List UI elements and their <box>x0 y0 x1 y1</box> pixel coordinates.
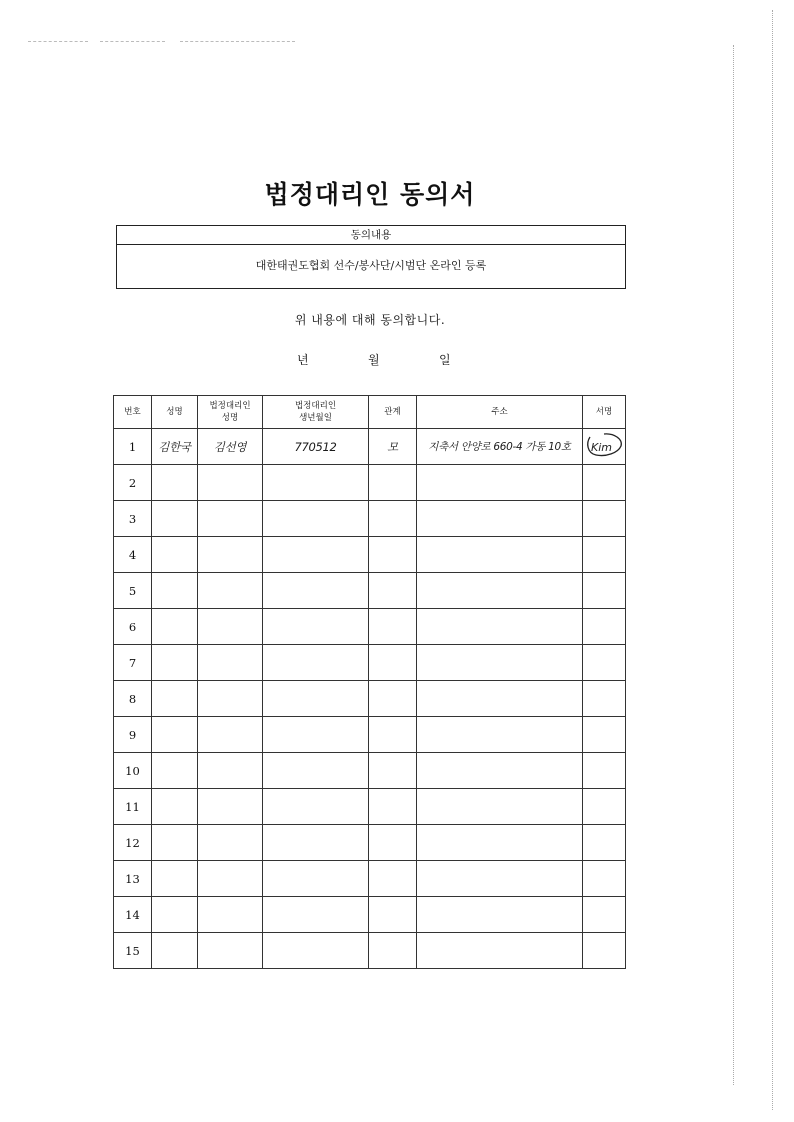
cell-relation <box>369 897 417 933</box>
cell-relation <box>369 537 417 573</box>
header-relation: 관계 <box>369 396 417 429</box>
cell-signature <box>583 717 626 753</box>
cell-signature <box>583 501 626 537</box>
cell-relation <box>369 465 417 501</box>
date-year-label: 년 <box>297 353 309 367</box>
cell-address <box>417 681 583 717</box>
cell-number: 6 <box>114 609 152 645</box>
cell-guardian-birth <box>263 573 369 609</box>
header-name: 성명 <box>152 396 198 429</box>
cell-relation <box>369 501 417 537</box>
cell-relation <box>369 789 417 825</box>
cell-address <box>417 861 583 897</box>
scan-artifact-top-left <box>28 41 88 42</box>
header-guardian-name-line1: 법정대리인 <box>209 401 251 411</box>
cell-address <box>417 897 583 933</box>
cell-guardian-name <box>198 681 263 717</box>
cell-guardian-birth <box>263 645 369 681</box>
cell-signature <box>583 897 626 933</box>
cell-signature <box>583 429 626 465</box>
cell-signature <box>583 465 626 501</box>
cell-number: 15 <box>114 933 152 969</box>
cell-name <box>152 609 198 645</box>
table-row <box>114 789 626 825</box>
cell-guardian-name <box>198 825 263 861</box>
cell-signature <box>583 825 626 861</box>
table-row <box>114 429 626 465</box>
header-address: 주소 <box>417 396 583 429</box>
cell-address <box>417 537 583 573</box>
cell-guardian-name <box>198 789 263 825</box>
cell-number: 12 <box>114 825 152 861</box>
guardian-table <box>113 395 626 969</box>
header-guardian-name-line2: 성명 <box>221 413 239 423</box>
cell-guardian-name <box>198 609 263 645</box>
consent-header: 동의내용 <box>117 226 625 245</box>
cell-guardian-name <box>198 933 263 969</box>
cell-relation <box>369 645 417 681</box>
table-row <box>114 717 626 753</box>
cell-relation <box>369 681 417 717</box>
cell-relation <box>369 933 417 969</box>
cell-name <box>152 753 198 789</box>
cell-guardian-birth <box>263 825 369 861</box>
cell-guardian-birth <box>263 861 369 897</box>
cell-number: 8 <box>114 681 152 717</box>
cell-number: 2 <box>114 465 152 501</box>
cell-address <box>417 465 583 501</box>
cell-guardian-name <box>198 573 263 609</box>
cell-name <box>152 573 198 609</box>
table-row <box>114 609 626 645</box>
cell-signature <box>583 573 626 609</box>
table-row <box>114 897 626 933</box>
cell-relation <box>369 609 417 645</box>
cell-name <box>152 681 198 717</box>
header-signature: 서명 <box>583 396 626 429</box>
table-row <box>114 573 626 609</box>
cell-signature <box>583 537 626 573</box>
cell-number: 1 <box>114 429 152 465</box>
cell-relation: 모 <box>369 429 417 465</box>
cell-guardian-name <box>198 753 263 789</box>
agree-statement: 위 내용에 대해 동의합니다. <box>294 313 446 327</box>
scan-artifact-top-mid <box>100 41 165 42</box>
cell-name <box>152 789 198 825</box>
cell-signature <box>583 861 626 897</box>
cell-guardian-birth <box>263 789 369 825</box>
table-row <box>114 753 626 789</box>
signature-text: Kim <box>591 441 612 454</box>
cell-address <box>417 825 583 861</box>
cell-guardian-name <box>198 897 263 933</box>
scan-artifact-far-right-edge <box>772 10 773 1110</box>
cell-address <box>417 717 583 753</box>
cell-guardian-birth <box>263 501 369 537</box>
cell-guardian-name <box>198 465 263 501</box>
header-guardian-birth-line2: 생년월일 <box>299 413 332 423</box>
cell-guardian-name <box>198 717 263 753</box>
table-row <box>114 825 626 861</box>
table-row <box>114 501 626 537</box>
cell-signature <box>583 645 626 681</box>
cell-address <box>417 501 583 537</box>
cell-signature <box>583 609 626 645</box>
cell-relation <box>369 825 417 861</box>
cell-relation <box>369 753 417 789</box>
cell-name: 김한국 <box>152 429 198 465</box>
cell-number: 3 <box>114 501 152 537</box>
cell-number: 11 <box>114 789 152 825</box>
cell-number: 13 <box>114 861 152 897</box>
cell-name <box>152 825 198 861</box>
cell-number: 4 <box>114 537 152 573</box>
cell-guardian-birth <box>263 609 369 645</box>
cell-relation <box>369 573 417 609</box>
cell-signature <box>583 789 626 825</box>
cell-number: 10 <box>114 753 152 789</box>
cell-name <box>152 717 198 753</box>
consent-box <box>116 225 626 289</box>
date-day-label: 일 <box>439 353 451 367</box>
cell-guardian-name <box>198 861 263 897</box>
cell-guardian-name <box>198 537 263 573</box>
table-row <box>114 681 626 717</box>
cell-guardian-birth <box>263 465 369 501</box>
cell-guardian-birth <box>263 681 369 717</box>
cell-address <box>417 609 583 645</box>
cell-address: 지축서 안양로 660-4 가동 10호 <box>417 429 583 465</box>
cell-signature <box>583 933 626 969</box>
cell-address <box>417 645 583 681</box>
cell-guardian-birth <box>263 933 369 969</box>
consent-body: 대한태권도협회 선수/봉사단/시범단 온라인 등록 <box>255 259 487 272</box>
cell-signature <box>583 681 626 717</box>
header-guardian-birth <box>263 396 369 429</box>
date-month-label: 월 <box>368 353 380 367</box>
cell-relation <box>369 861 417 897</box>
table-row <box>114 861 626 897</box>
cell-guardian-name <box>198 645 263 681</box>
cell-address <box>417 573 583 609</box>
cell-number: 7 <box>114 645 152 681</box>
cell-address <box>417 753 583 789</box>
cell-name <box>152 897 198 933</box>
table-header-row <box>114 396 626 429</box>
cell-name <box>152 645 198 681</box>
cell-name <box>152 501 198 537</box>
cell-signature <box>583 753 626 789</box>
cell-guardian-birth <box>263 897 369 933</box>
cell-guardian-birth <box>263 753 369 789</box>
cell-guardian-birth <box>263 537 369 573</box>
signature-mark <box>584 429 624 461</box>
cell-address <box>417 933 583 969</box>
scan-artifact-top-right <box>180 41 295 42</box>
table-row <box>114 933 626 969</box>
cell-number: 9 <box>114 717 152 753</box>
cell-guardian-birth: 770512 <box>263 429 369 465</box>
cell-guardian-name: 김선영 <box>198 429 263 465</box>
cell-name <box>152 465 198 501</box>
header-guardian-name <box>198 396 263 429</box>
header-guardian-birth-line1: 법정대리인 <box>294 401 337 411</box>
cell-name <box>152 537 198 573</box>
cell-number: 14 <box>114 897 152 933</box>
cell-guardian-name <box>198 501 263 537</box>
cell-guardian-birth <box>263 717 369 753</box>
page-title: 법정대리인 동의서 <box>264 179 476 209</box>
cell-relation <box>369 717 417 753</box>
cell-name <box>152 861 198 897</box>
cell-address <box>417 789 583 825</box>
table-row <box>114 645 626 681</box>
table-row <box>114 465 626 501</box>
cell-number: 5 <box>114 573 152 609</box>
header-number: 번호 <box>114 396 152 429</box>
cell-name <box>152 933 198 969</box>
table-row <box>114 537 626 573</box>
